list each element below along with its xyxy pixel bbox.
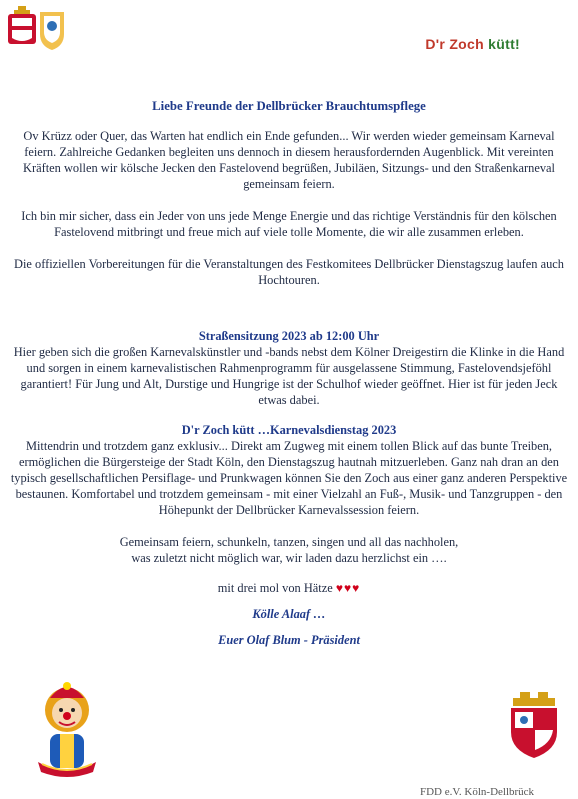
paragraph-intro: Ov Krüzz oder Quer, das Warten hat endlich ein Ende gefunden... Wir werden wieder gemeinsam Karneval feiern. Zahlreiche Gedanken begleiten uns dennoch in diesem herausfordernden Augenblick. Mit vereinten Kräften wollen wir kölsche Jecken den Fastelovend begrüßen, Jubiläen, Sitzungs- und den Straßenkarneval gemeinsam feiern. xyxy=(23,129,555,191)
greeting-text: mit drei mol von Hätze xyxy=(217,581,333,595)
brand-logo xyxy=(425,36,520,52)
paragraph-energy: Ich bin mir sicher, dass ein Jeder von uns jede Menge Energie und das richtige Verständnis für den kölschen Fastelovend mitbringt und freue mich auf viele tolle Momente, die wir alle zusammen erleben. xyxy=(21,209,557,239)
section-title-strassensitzung: Straßensitzung 2023 ab 12:00 Uhr xyxy=(198,329,380,343)
closing-line-2: was zuletzt nicht möglich war, wir laden dazu herzlichst ein …. xyxy=(131,551,447,565)
paragraph-preparations: Die offiziellen Vorbereitungen für die Veranstaltungen des Festkomitees Dellbrücker Dienstagszug laufen auch Hochtouren. xyxy=(14,257,564,287)
brand-logo-part-a: D'r Zoch xyxy=(425,36,484,52)
letter-body xyxy=(10,98,568,648)
letter-title: Liebe Freunde der Dellbrücker Brauchtumspflege xyxy=(152,99,426,113)
footer-text: FDD e.V. Köln-Dellbrück xyxy=(420,786,535,798)
section-text-zoch: Mittendrin und trotzdem ganz exklusiv... Direkt am Zugweg mit einem tollen Blick auf das bunte Treiben, ermöglichen die Bürgersteige der Stadt Köln, den Dienstagszug hautnah mitzuerleben. Ganz nah dran an den typisch gesellschaftlichen Persiflage- und Prunkwagen können Sie den Zoch aus einer ganz anderen Perspektive bestaunen. Komfortabel und trotzdem gemeinsam - mit einer Vielzahl an Fuß-, Musik- und Tanzgruppen - den Höhepunkt der Dellbrücker Karnevalssession feiern. xyxy=(10,439,568,517)
signature: Euer Olaf Blum - Präsident xyxy=(218,633,360,647)
section-title-zoch: D'r Zoch kütt …Karnevalsdienstag 2023 xyxy=(181,423,397,437)
greeting-line xyxy=(10,580,568,596)
city-crest-icon xyxy=(505,690,563,760)
hearts-icon: ♥♥♥ xyxy=(335,581,361,595)
clown-mascot-icon xyxy=(32,680,102,780)
brand-logo-part-b: kütt! xyxy=(488,36,520,52)
section-text-strassensitzung: Hier geben sich die großen Karnevalskünstler und -bands nebst dem Kölner Dreigestirn die Klinke in die Hand und sorgen in einem karnevalistischen Rahmenprogramm für ausgelassene Stimmung, Fastelovendsjeföhl garantiert! Für Jung und Alt, Durstige und Hungrige ist der Schulhof wieder geöffnet. Hier ist für jeden Jeck etwas dabei. xyxy=(13,345,565,407)
closing-line-1: Gemeinsam feiern, schunkeln, tanzen, singen und all das nachholen, xyxy=(119,535,459,549)
alaaf-line: Kölle Alaaf … xyxy=(252,607,326,621)
city-crest-icon xyxy=(6,4,68,54)
